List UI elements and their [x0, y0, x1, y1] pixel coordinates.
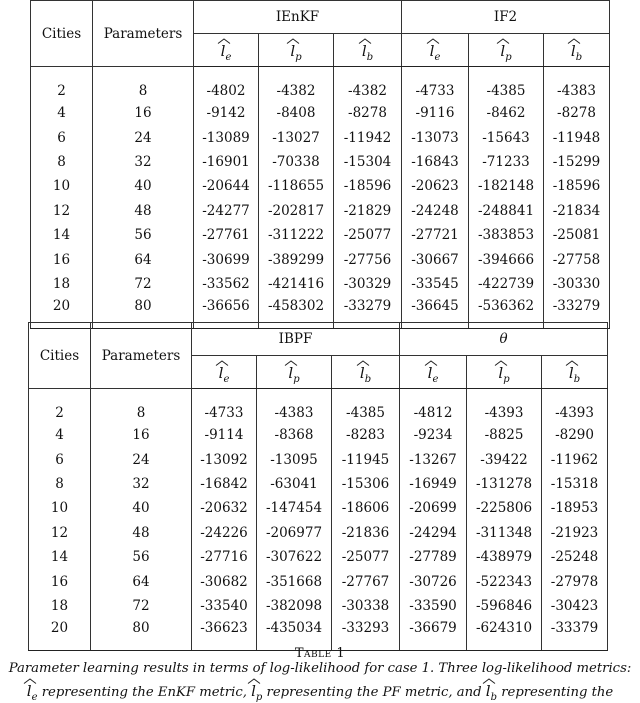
cell-log-likelihood: -206977 [257, 521, 332, 545]
results-table-ienkf-if2 [30, 0, 610, 329]
cell-log-likelihood: -24226 [192, 521, 257, 545]
cell-log-likelihood: -30338 [332, 594, 400, 618]
cell-log-likelihood: -33545 [402, 272, 469, 296]
cell-log-likelihood: -24277 [194, 199, 259, 223]
l-hat-symbol: $l_b$ [569, 360, 580, 385]
cell-log-likelihood: -8283 [332, 423, 400, 447]
cell-parameters: 56 [91, 545, 192, 569]
table-row [29, 447, 608, 471]
cell-parameters: 64 [93, 247, 194, 271]
table-row [29, 594, 608, 618]
l-hat-symbol: $l_p$ [500, 38, 511, 63]
cell-log-likelihood: -389299 [259, 247, 334, 271]
cell-parameters: 48 [93, 199, 194, 223]
cell-log-likelihood: -147454 [257, 496, 332, 520]
results-table-ibpf-theta [28, 322, 608, 651]
cell-log-likelihood: -33540 [192, 594, 257, 618]
cell-log-likelihood: -307622 [257, 545, 332, 569]
table-row [29, 472, 608, 496]
cell-log-likelihood: -9142 [194, 101, 259, 125]
cell-log-likelihood: -20699 [400, 496, 467, 520]
cell-parameters: 24 [91, 447, 192, 471]
cell-log-likelihood: -33279 [334, 296, 402, 329]
cell-log-likelihood: -4733 [402, 67, 469, 102]
table-row [31, 174, 610, 198]
l-hat-symbol: $l_e$ [221, 38, 232, 63]
l-hat-symbol: $l_b$ [362, 38, 373, 63]
cell-cities: 10 [29, 496, 91, 520]
cell-log-likelihood: -13027 [259, 125, 334, 149]
cell-log-likelihood: -202817 [259, 199, 334, 223]
table-row [31, 247, 610, 271]
header-cities: Cities [29, 323, 91, 389]
cell-log-likelihood: -131278 [467, 472, 542, 496]
cell-log-likelihood: -18953 [542, 496, 608, 520]
cell-log-likelihood: -624310 [467, 618, 542, 651]
l-hat-symbol: $l_e$ [219, 360, 230, 385]
table-label: Table 1 [294, 646, 346, 661]
cell-log-likelihood: -311348 [467, 521, 542, 545]
header-metric [334, 34, 402, 67]
cell-cities: 2 [29, 389, 91, 424]
cell-log-likelihood: -421416 [259, 272, 334, 296]
cell-log-likelihood: -15318 [542, 472, 608, 496]
header-metric [192, 356, 257, 389]
l-hat-symbol: $l_b$ [571, 38, 582, 63]
header-metric [544, 34, 610, 67]
cell-parameters: 32 [93, 150, 194, 174]
cell-log-likelihood: -8278 [334, 101, 402, 125]
cell-log-likelihood: -39422 [467, 447, 542, 471]
cell-log-likelihood: -27721 [402, 223, 469, 247]
cell-log-likelihood: -33293 [332, 618, 400, 651]
cell-log-likelihood: -24248 [402, 199, 469, 223]
cell-log-likelihood: -27978 [542, 569, 608, 593]
cell-parameters: 32 [91, 472, 192, 496]
cell-log-likelihood: -4382 [259, 67, 334, 102]
cell-parameters: 16 [91, 423, 192, 447]
table-row [31, 223, 610, 247]
cell-log-likelihood: -4802 [194, 67, 259, 102]
cell-log-likelihood: -36679 [400, 618, 467, 651]
l-hat-symbol: $l_p$ [498, 360, 509, 385]
cell-cities: 10 [31, 174, 93, 198]
l-hat-symbol: $l_b$ [486, 678, 497, 703]
cell-cities: 16 [29, 569, 91, 593]
cell-parameters: 72 [93, 272, 194, 296]
cell-cities: 4 [29, 423, 91, 447]
cell-log-likelihood: -8290 [542, 423, 608, 447]
cell-log-likelihood: -30330 [544, 272, 610, 296]
cell-parameters: 40 [93, 174, 194, 198]
cell-log-likelihood: -25081 [544, 223, 610, 247]
cell-cities: 20 [29, 618, 91, 651]
cell-log-likelihood: -13089 [194, 125, 259, 149]
cell-log-likelihood: -4385 [332, 389, 400, 424]
table-row [31, 125, 610, 149]
cell-log-likelihood: -21836 [332, 521, 400, 545]
cell-log-likelihood: -27756 [334, 247, 402, 271]
table-row [29, 521, 608, 545]
cell-log-likelihood: -21834 [544, 199, 610, 223]
cell-parameters: 24 [93, 125, 194, 149]
cell-log-likelihood: -30726 [400, 569, 467, 593]
table-row [29, 496, 608, 520]
table-row [31, 67, 610, 102]
header-metric [257, 356, 332, 389]
table-row [29, 423, 608, 447]
cell-parameters: 40 [91, 496, 192, 520]
cell-cities: 6 [29, 447, 91, 471]
cell-log-likelihood: -8278 [544, 101, 610, 125]
cell-log-likelihood: -27767 [332, 569, 400, 593]
table-row [29, 545, 608, 569]
l-hat-symbol: $l_p$ [288, 360, 299, 385]
table-row [31, 199, 610, 223]
header-parameters: Parameters [91, 323, 192, 389]
cell-log-likelihood: -4385 [469, 67, 544, 102]
cell-log-likelihood: -11962 [542, 447, 608, 471]
cell-log-likelihood: -15306 [332, 472, 400, 496]
cell-log-likelihood: -596846 [467, 594, 542, 618]
cell-log-likelihood: -18596 [334, 174, 402, 198]
cell-cities: 12 [31, 199, 93, 223]
cell-log-likelihood: -438979 [467, 545, 542, 569]
cell-log-likelihood: -4812 [400, 389, 467, 424]
cell-log-likelihood: -8408 [259, 101, 334, 125]
header-cities: Cities [31, 1, 93, 67]
cell-log-likelihood: -4382 [334, 67, 402, 102]
cell-log-likelihood: -33590 [400, 594, 467, 618]
cell-log-likelihood: -30699 [194, 247, 259, 271]
cell-log-likelihood: -21923 [542, 521, 608, 545]
header-metric [402, 34, 469, 67]
cell-cities: 8 [29, 472, 91, 496]
cell-log-likelihood: -20644 [194, 174, 259, 198]
cell-log-likelihood: -27716 [192, 545, 257, 569]
cell-log-likelihood: -4393 [467, 389, 542, 424]
cell-log-likelihood: -13092 [192, 447, 257, 471]
header-metric [542, 356, 608, 389]
cell-log-likelihood: -11948 [544, 125, 610, 149]
cell-log-likelihood: -30423 [542, 594, 608, 618]
cell-log-likelihood: -36623 [192, 618, 257, 651]
l-hat-symbol: $l_b$ [360, 360, 371, 385]
cell-parameters: 48 [91, 521, 192, 545]
cell-log-likelihood: -33279 [544, 296, 610, 329]
cell-log-likelihood: -16843 [402, 150, 469, 174]
header-metric [194, 34, 259, 67]
cell-log-likelihood: -311222 [259, 223, 334, 247]
cell-log-likelihood: -20623 [402, 174, 469, 198]
cell-log-likelihood: -15304 [334, 150, 402, 174]
header-metric [332, 356, 400, 389]
cell-log-likelihood: -8462 [469, 101, 544, 125]
cell-log-likelihood: -182148 [469, 174, 544, 198]
cell-log-likelihood: -36645 [402, 296, 469, 329]
cell-log-likelihood: -33379 [542, 618, 608, 651]
cell-log-likelihood: -11942 [334, 125, 402, 149]
cell-log-likelihood: -351668 [257, 569, 332, 593]
cell-log-likelihood: -16949 [400, 472, 467, 496]
cell-parameters: 80 [93, 296, 194, 329]
caption-text: representing the EnKF metric, [37, 685, 252, 700]
cell-log-likelihood: -15299 [544, 150, 610, 174]
cell-log-likelihood: -382098 [257, 594, 332, 618]
cell-log-likelihood: -70338 [259, 150, 334, 174]
cell-log-likelihood: -30329 [334, 272, 402, 296]
cell-log-likelihood: -18596 [544, 174, 610, 198]
cell-cities: 14 [31, 223, 93, 247]
header-metric [467, 356, 542, 389]
cell-cities: 8 [31, 150, 93, 174]
cell-cities: 16 [31, 247, 93, 271]
cell-log-likelihood: -21829 [334, 199, 402, 223]
header-method-group: IBPF [192, 323, 400, 356]
cell-log-likelihood: -20632 [192, 496, 257, 520]
cell-log-likelihood: -8825 [467, 423, 542, 447]
cell-log-likelihood: -248841 [469, 199, 544, 223]
l-hat-symbol: $l_p$ [251, 678, 262, 703]
cell-log-likelihood: -4383 [544, 67, 610, 102]
cell-log-likelihood: -522343 [467, 569, 542, 593]
cell-log-likelihood: -9114 [192, 423, 257, 447]
cell-parameters: 56 [93, 223, 194, 247]
cell-log-likelihood: -383853 [469, 223, 544, 247]
cell-log-likelihood: -9234 [400, 423, 467, 447]
cell-log-likelihood: -13095 [257, 447, 332, 471]
header-method-group: θ [400, 323, 608, 356]
cell-log-likelihood: -30682 [192, 569, 257, 593]
caption-line-2 [0, 678, 640, 703]
cell-log-likelihood: -435034 [257, 618, 332, 651]
cell-log-likelihood: -27789 [400, 545, 467, 569]
cell-log-likelihood: -16901 [194, 150, 259, 174]
cell-log-likelihood: -27761 [194, 223, 259, 247]
cell-log-likelihood: -13267 [400, 447, 467, 471]
cell-cities: 18 [29, 594, 91, 618]
cell-log-likelihood: -4383 [257, 389, 332, 424]
l-hat-symbol: $l_p$ [290, 38, 301, 63]
cell-log-likelihood: -13073 [402, 125, 469, 149]
caption-line-1: Parameter learning results in terms of log-likelihood for case 1. Three log-likelihood metrics: [8, 661, 632, 676]
cell-parameters: 16 [93, 101, 194, 125]
table-row [29, 389, 608, 424]
cell-log-likelihood: -71233 [469, 150, 544, 174]
cell-log-likelihood: -536362 [469, 296, 544, 329]
caption-text: representing the [497, 685, 614, 700]
cell-cities: 2 [31, 67, 93, 102]
cell-cities: 14 [29, 545, 91, 569]
cell-log-likelihood: -8368 [257, 423, 332, 447]
cell-log-likelihood: -118655 [259, 174, 334, 198]
cell-parameters: 8 [93, 67, 194, 102]
cell-log-likelihood: -27758 [544, 247, 610, 271]
cell-log-likelihood: -25077 [332, 545, 400, 569]
cell-log-likelihood: -33562 [194, 272, 259, 296]
l-hat-symbol: $l_e$ [428, 360, 439, 385]
cell-parameters: 8 [91, 389, 192, 424]
cell-log-likelihood: -16842 [192, 472, 257, 496]
cell-cities: 4 [31, 101, 93, 125]
cell-cities: 20 [31, 296, 93, 329]
l-hat-symbol: $l_e$ [430, 38, 441, 63]
cell-log-likelihood: -15643 [469, 125, 544, 149]
cell-log-likelihood: -63041 [257, 472, 332, 496]
cell-cities: 18 [31, 272, 93, 296]
cell-log-likelihood: -225806 [467, 496, 542, 520]
cell-log-likelihood: -458302 [259, 296, 334, 329]
header-metric [259, 34, 334, 67]
header-method-group: IF2 [402, 1, 610, 34]
cell-log-likelihood: -422739 [469, 272, 544, 296]
cell-cities: 12 [29, 521, 91, 545]
header-method-group: IEnKF [194, 1, 402, 34]
cell-log-likelihood: -18606 [332, 496, 400, 520]
header-parameters: Parameters [93, 1, 194, 67]
table-row [31, 101, 610, 125]
cell-log-likelihood: -30667 [402, 247, 469, 271]
cell-parameters: 64 [91, 569, 192, 593]
cell-cities: 6 [31, 125, 93, 149]
cell-parameters: 72 [91, 594, 192, 618]
l-hat-symbol: $l_e$ [27, 678, 38, 703]
cell-log-likelihood: -11945 [332, 447, 400, 471]
header-metric [469, 34, 544, 67]
cell-log-likelihood: -4733 [192, 389, 257, 424]
cell-log-likelihood: -24294 [400, 521, 467, 545]
cell-log-likelihood: -4393 [542, 389, 608, 424]
header-metric [400, 356, 467, 389]
cell-log-likelihood: -394666 [469, 247, 544, 271]
cell-log-likelihood: -36656 [194, 296, 259, 329]
cell-parameters: 80 [91, 618, 192, 651]
cell-log-likelihood: -25077 [334, 223, 402, 247]
table-row [31, 272, 610, 296]
caption-text: representing the PF metric, and [262, 685, 486, 700]
table-row [31, 150, 610, 174]
cell-log-likelihood: -9116 [402, 101, 469, 125]
table-row [29, 569, 608, 593]
cell-log-likelihood: -25248 [542, 545, 608, 569]
